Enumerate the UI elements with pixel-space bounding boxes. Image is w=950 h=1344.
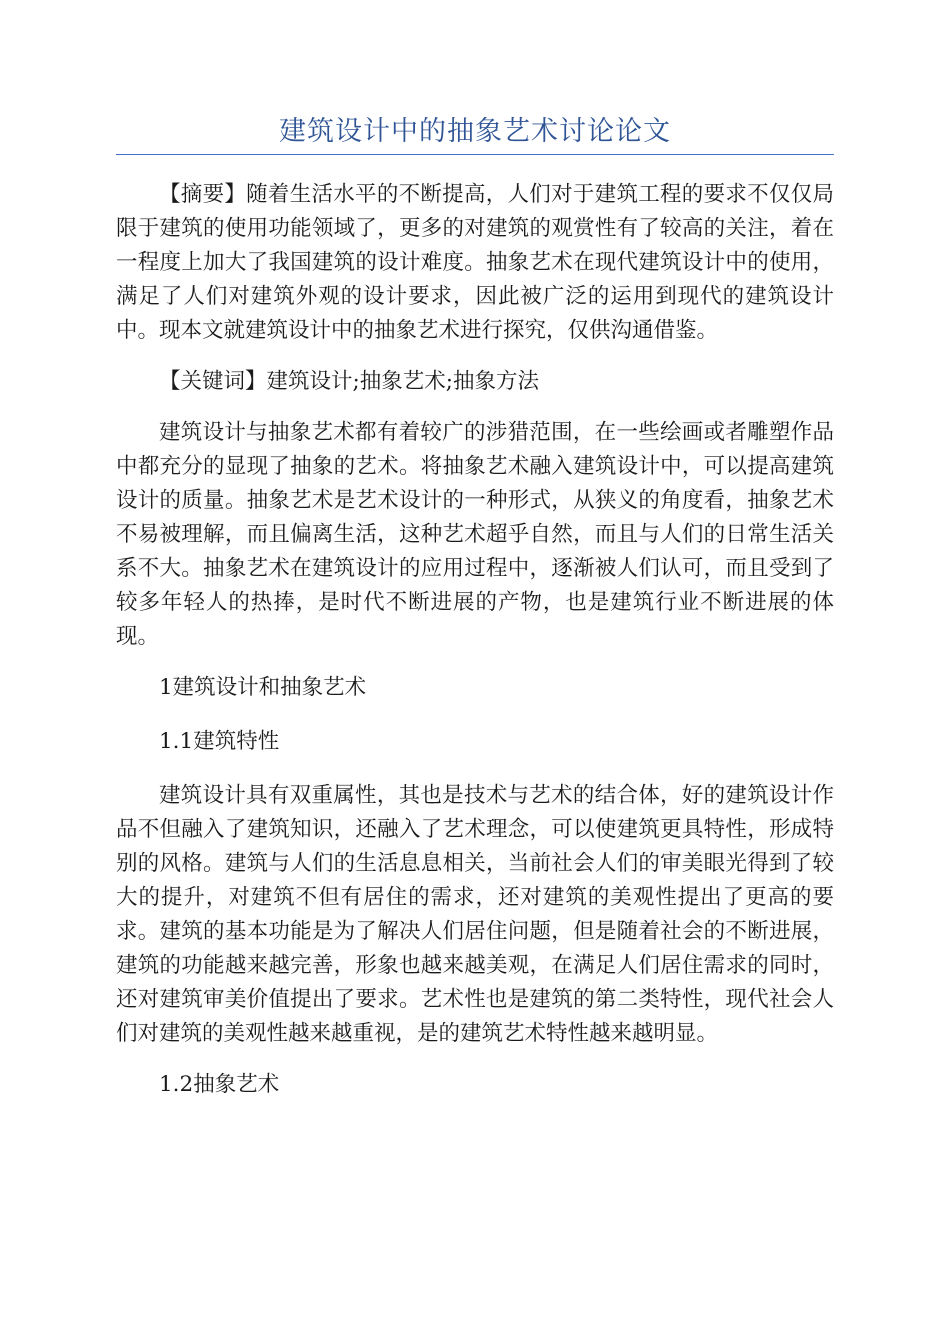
section-heading-1: 1建筑设计和抽象艺术 <box>159 675 367 700</box>
section-1-1-paragraph: 建筑设计具有双重属性，其也是技术与艺术的结合体，好的建筑设计作品不但融入了建筑知识，还融入了艺术理念，可以使建筑更具特性，形成特别的风格。建筑与人们的生活息息相关，当前社会人们的审美眼光得到了较大的提升，对建筑不但有居住的需求，还对建筑的美观性提出了更高的要求。建筑的基本功能是为了解决人们居住问题，但是随着社会的不断进展，建筑的功能越来越完善，形象也越来越美观，在满足人们居住需求的同时，还对建筑审美价值提出了要求。艺术性也是建筑的第二类特性，现代社会人们对建筑的美观性越来越重视，是的建筑艺术特性越来越明显。 <box>116 783 834 1046</box>
keywords-paragraph: 【关键词】建筑设计;抽象艺术;抽象方法 <box>159 369 539 394</box>
document-body <box>116 178 834 1122</box>
section-heading-1-2: 1.2抽象艺术 <box>159 1072 280 1097</box>
section-heading-1-1: 1.1建筑特性 <box>159 729 280 754</box>
intro-paragraph: 建筑设计与抽象艺术都有着较广的涉猎范围，在一些绘画或者雕塑作品中都充分的显现了抽象的艺术。将抽象艺术融入建筑设计中，可以提高建筑设计的质量。抽象艺术是艺术设计的一种形式，从狭义的角度看，抽象艺术不易被理解，而且偏离生活，这种艺术超乎自然，而且与人们的日常生活关系不大。抽象艺术在建筑设计的应用过程中，逐渐被人们认可，而且受到了较多年轻人的热捧，是时代不断进展的产物，也是建筑行业不断进展的体现。 <box>116 420 834 649</box>
title-underline <box>116 154 834 155</box>
abstract-paragraph: 【摘要】随着生活水平的不断提高，人们对于建筑工程的要求不仅仅局限于建筑的使用功能领域了，更多的对建筑的观赏性有了较高的关注，着在一程度上加大了我国建筑的设计难度。抽象艺术在现代建筑设计中的使用，满足了人们对建筑外观的设计要求，因此被广泛的运用到现代的建筑设计中。现本文就建筑设计中的抽象艺术进行探究，仅供沟通借鉴。 <box>116 182 834 343</box>
document-title: 建筑设计中的抽象艺术讨论论文 <box>279 116 671 147</box>
